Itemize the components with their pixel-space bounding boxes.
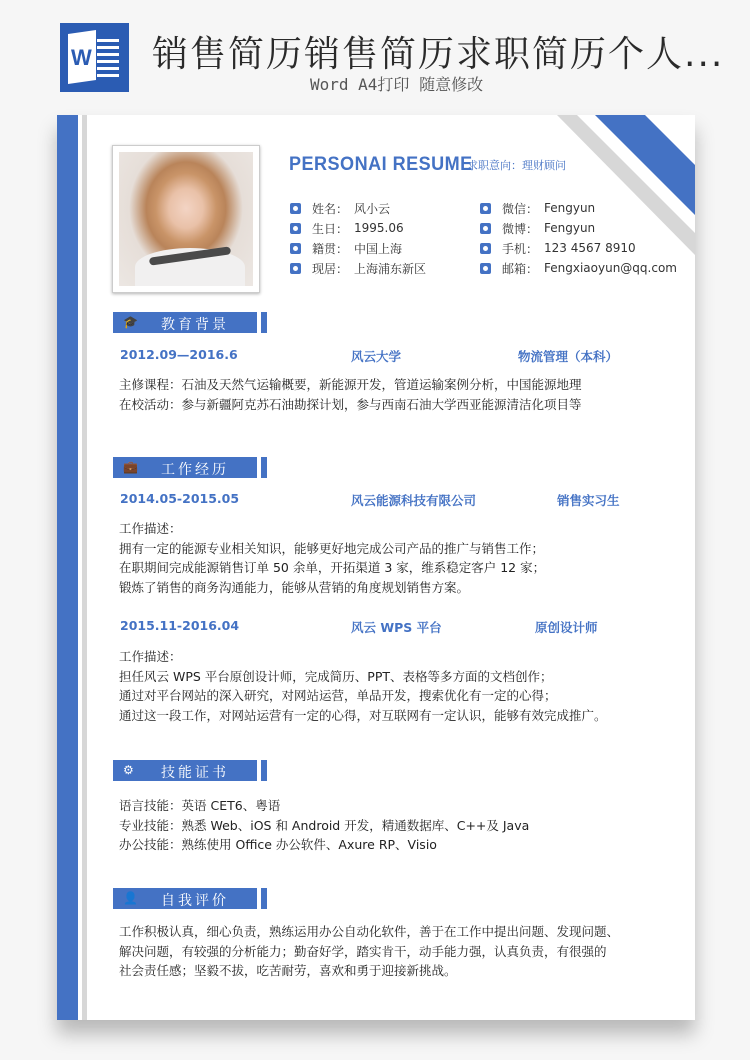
work-details-2: 工作描述： 担任风云 WPS 平台原创设计师，完成简历、PPT、表格等多方面的文档创作； 通过对平台网站的深入研究，对网站运营，单品开发，搜索优化有一定的心得； 通过这一段工作，对网站运营有一定的心得，对互联网有一定认识，能够有效完成推广。	[119, 649, 607, 723]
page-subtitle: Word A4打印 随意修改	[310, 75, 484, 94]
location-icon	[290, 263, 301, 274]
profile-photo	[112, 145, 260, 293]
calendar-icon	[290, 243, 301, 254]
graduation-cap-icon: 🎓	[123, 315, 138, 329]
birthday-icon	[290, 223, 301, 234]
info-phone: 手机： 123 4567 8910	[480, 238, 677, 258]
wechat-icon	[480, 203, 491, 214]
info-email: 邮箱： Fengxiaoyun@qq.com	[480, 258, 677, 278]
section-work-heading: 💼 工作经历	[113, 457, 273, 478]
education-details: 主修课程：石油及天然气运输概要，新能源开发，管道运输案例分析，中国能源地理 在校活动：参与新疆阿克苏石油勘探计划，参与西南石油大学西亚能源清洁化项目等	[119, 377, 582, 412]
work-entry-2: 2015.11-2016.04 风云 WPS 平台 原创设计师	[120, 618, 598, 635]
section-skills-heading: ⚙ 技能证书	[113, 760, 273, 781]
info-left	[290, 198, 426, 278]
gear-icon: ⚙	[123, 763, 134, 777]
resume-page	[57, 115, 695, 1020]
left-gray-bar	[82, 115, 87, 1020]
skills-details: 语言技能：英语 CET6、粤语 专业技能：熟悉 Web、iOS 和 Android 开发，精通数据库、C++及 Java 办公技能：熟练使用 Office 办公软件、Axure RP、Visio	[119, 798, 530, 852]
self-evaluation-text: 工作积极认真，细心负责，熟练运用办公自动化软件，善于在工作中提出问题、发现问题、 解决问题，有较强的分析能力；勤奋好学，踏实肯干，动手能力强，认真负责，有很强的 社会责任感；坚毅不拔，吃苦耐劳，喜欢和勇于迎接新挑战。	[119, 924, 620, 978]
briefcase-icon: 💼	[123, 460, 138, 474]
section-self-heading: 👤 自我评价	[113, 888, 273, 909]
word-icon: W	[60, 23, 129, 92]
user-icon: 👤	[123, 891, 138, 905]
work-entry-1: 2014.05-2015.05 风云能源科技有限公司 销售实习生	[120, 491, 620, 508]
phone-icon	[480, 243, 491, 254]
work-details-1: 工作描述： 拥有一定的能源专业相关知识，能够更好地完成公司产品的推广与销售工作； 在职期间完成能源销售订单 50 余单，开拓渠道 3 家，维系稳定客户 12 家； 锻炼了销售的商务沟通能力，能够从营销的角度规划销售方案。	[119, 521, 546, 595]
info-hometown: 籍贯： 中国上海	[290, 238, 426, 258]
info-wechat: 微信： Fengyun	[480, 198, 677, 218]
resume-title: PERSONAI RESUME	[289, 154, 473, 175]
left-accent-bar	[57, 115, 78, 1020]
job-intent: 求职意向：理财顾问	[467, 159, 566, 172]
info-right	[480, 198, 677, 278]
info-name: 姓名： 风小云	[290, 198, 426, 218]
weibo-icon	[480, 223, 491, 234]
info-birthday: 生日： 1995.06	[290, 218, 426, 238]
header	[0, 0, 750, 110]
mail-icon	[480, 263, 491, 274]
person-icon	[290, 203, 301, 214]
page-title: 销售简历销售简历求职简历个人...	[152, 34, 725, 75]
info-weibo: 微博： Fengyun	[480, 218, 677, 238]
section-education-heading: 🎓 教育背景	[113, 312, 273, 333]
info-residence: 现居： 上海浦东新区	[290, 258, 426, 278]
education-entry: 2012.09—2016.6 风云大学 物流管理（本科）	[120, 347, 619, 364]
